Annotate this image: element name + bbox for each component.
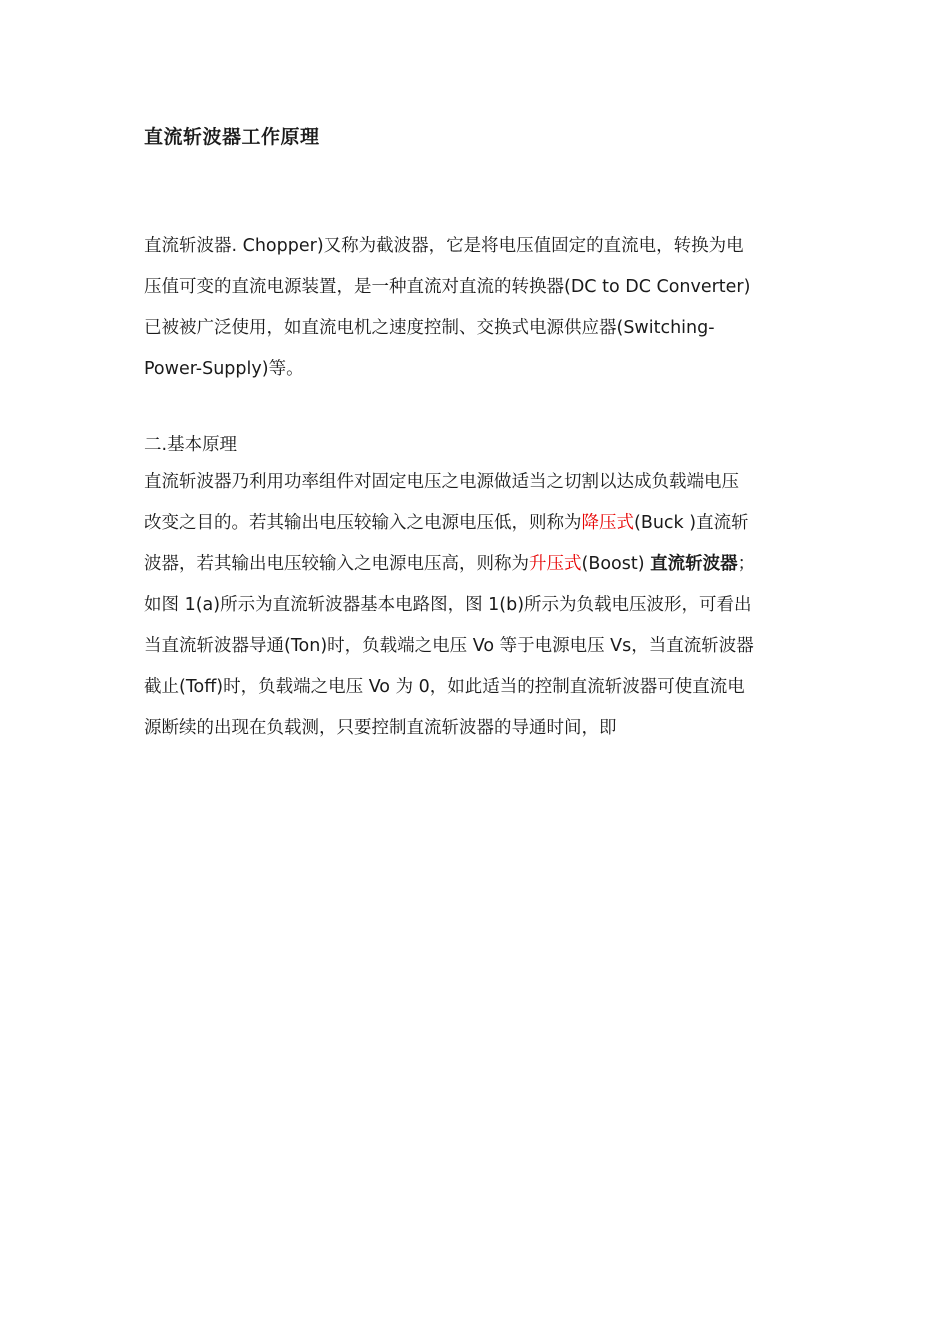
document-title: 直流斩波器工作原理 — [144, 126, 320, 148]
principle-line: 截止(Toff)时，负载端之电压 Vo 为 0，如此适当的控制直流斩波器可使直流电 — [144, 677, 745, 697]
principle-text: 改变之目的。若其输出电压较输入之电源电压低，则称为 — [144, 513, 582, 533]
principle-text: (Boost) — [581, 554, 651, 574]
chopper-term-bold: 直流斩波器 — [650, 554, 738, 574]
principle-paragraph — [144, 462, 824, 749]
principle-line: 当直流斩波器导通(Ton)时，负载端之电压 Vo 等于电源电压 Vs，当直流斩波器 — [144, 636, 754, 656]
principle-text: (Buck )直流斩 — [634, 513, 749, 533]
intro-paragraph — [144, 226, 824, 390]
buck-term-highlight: 降压式 — [581, 513, 634, 533]
intro-line: 已被被广泛使用，如直流电机之速度控制、交换式电源供应器(Switching- — [144, 318, 715, 338]
principle-line: 如图 1(a)所示为直流斩波器基本电路图，图 1(b)所示为负载电压波形，可看出 — [144, 595, 752, 615]
intro-line: Power-Supply)等。 — [144, 359, 304, 379]
boost-term-highlight: 升压式 — [529, 554, 582, 574]
principle-text: 波器，若其输出电压较输入之电源电压高，则称为 — [144, 554, 529, 574]
intro-line: 压值可变的直流电源装置，是一种直流对直流的转换器(DC to DC Converter) — [144, 277, 751, 297]
intro-line: 直流斩波器. Chopper)又称为截波器，它是将电压值固定的直流电，转换为电 — [144, 236, 744, 256]
principle-line: 直流斩波器乃利用功率组件对固定电压之电源做适当之切割以达成负载端电压 — [144, 472, 739, 492]
principle-line — [144, 544, 824, 585]
section-heading: 二.基本原理 — [144, 435, 238, 455]
principle-line: 源断续的出现在负载测，只要控制直流斩波器的导通时间，即 — [144, 718, 617, 738]
principle-text: ； — [737, 554, 756, 574]
principle-line — [144, 503, 824, 544]
